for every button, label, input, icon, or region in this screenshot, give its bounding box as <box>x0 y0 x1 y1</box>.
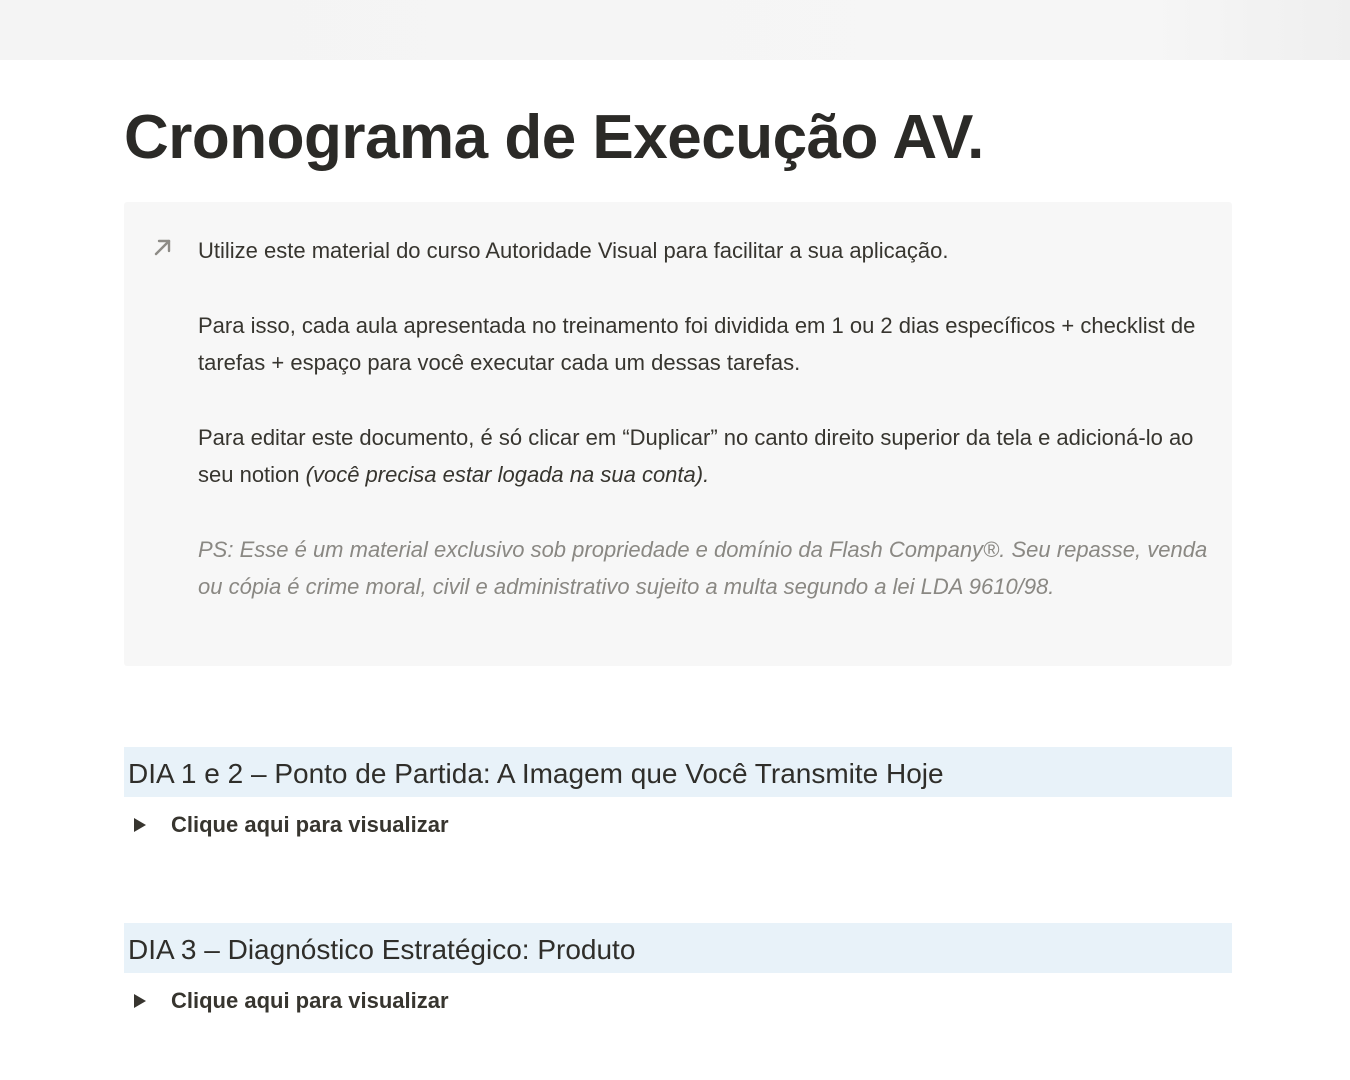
callout-paragraph-3-text: Para editar este documento, é só clicar em “Duplicar” no canto direito superior da tela e adicioná-lo ao seu notion <box>198 425 1194 487</box>
toggle-label[interactable]: Clique aqui para visualizar <box>171 812 449 837</box>
callout-ps-note: PS: Esse é um material exclusivo sob propriedade e domínio da Flash Company®. Seu repasse, venda ou cópia é crime moral, civil e administrativo sujeito a multa segundo a lei LDA 9610/98. <box>198 537 1208 599</box>
callout-paragraph-3 <box>198 419 1208 493</box>
callout-text <box>198 232 1208 605</box>
arrow-up-right-icon <box>150 234 176 260</box>
section-heading-dia-3: DIA 3 – Diagnóstico Estratégico: Produto <box>124 923 1232 973</box>
triangle-right-icon[interactable] <box>134 818 146 832</box>
callout-paragraph-2: Para isso, cada aula apresentada no treinamento foi dividida em 1 ou 2 dias específicos + checklist de tarefas + espaço para você executar cada um dessas tarefas. <box>198 313 1196 375</box>
page-title: Cronograma de Execução AV. <box>124 103 984 172</box>
section-heading-dia-1-2: DIA 1 e 2 – Ponto de Partida: A Imagem que Você Transmite Hoje <box>124 747 1232 797</box>
toggle-dia-1-2[interactable] <box>134 808 449 842</box>
callout-intro: Utilize este material do curso Autoridade Visual para facilitar a sua aplicação. <box>198 238 949 263</box>
top-bar <box>0 0 1350 60</box>
callout-block <box>124 202 1232 666</box>
toggle-label[interactable]: Clique aqui para visualizar <box>171 988 449 1013</box>
toggle-dia-3[interactable] <box>134 984 449 1018</box>
triangle-right-icon[interactable] <box>134 994 146 1008</box>
callout-paragraph-3-note: (você precisa estar logada na sua conta). <box>305 462 710 487</box>
